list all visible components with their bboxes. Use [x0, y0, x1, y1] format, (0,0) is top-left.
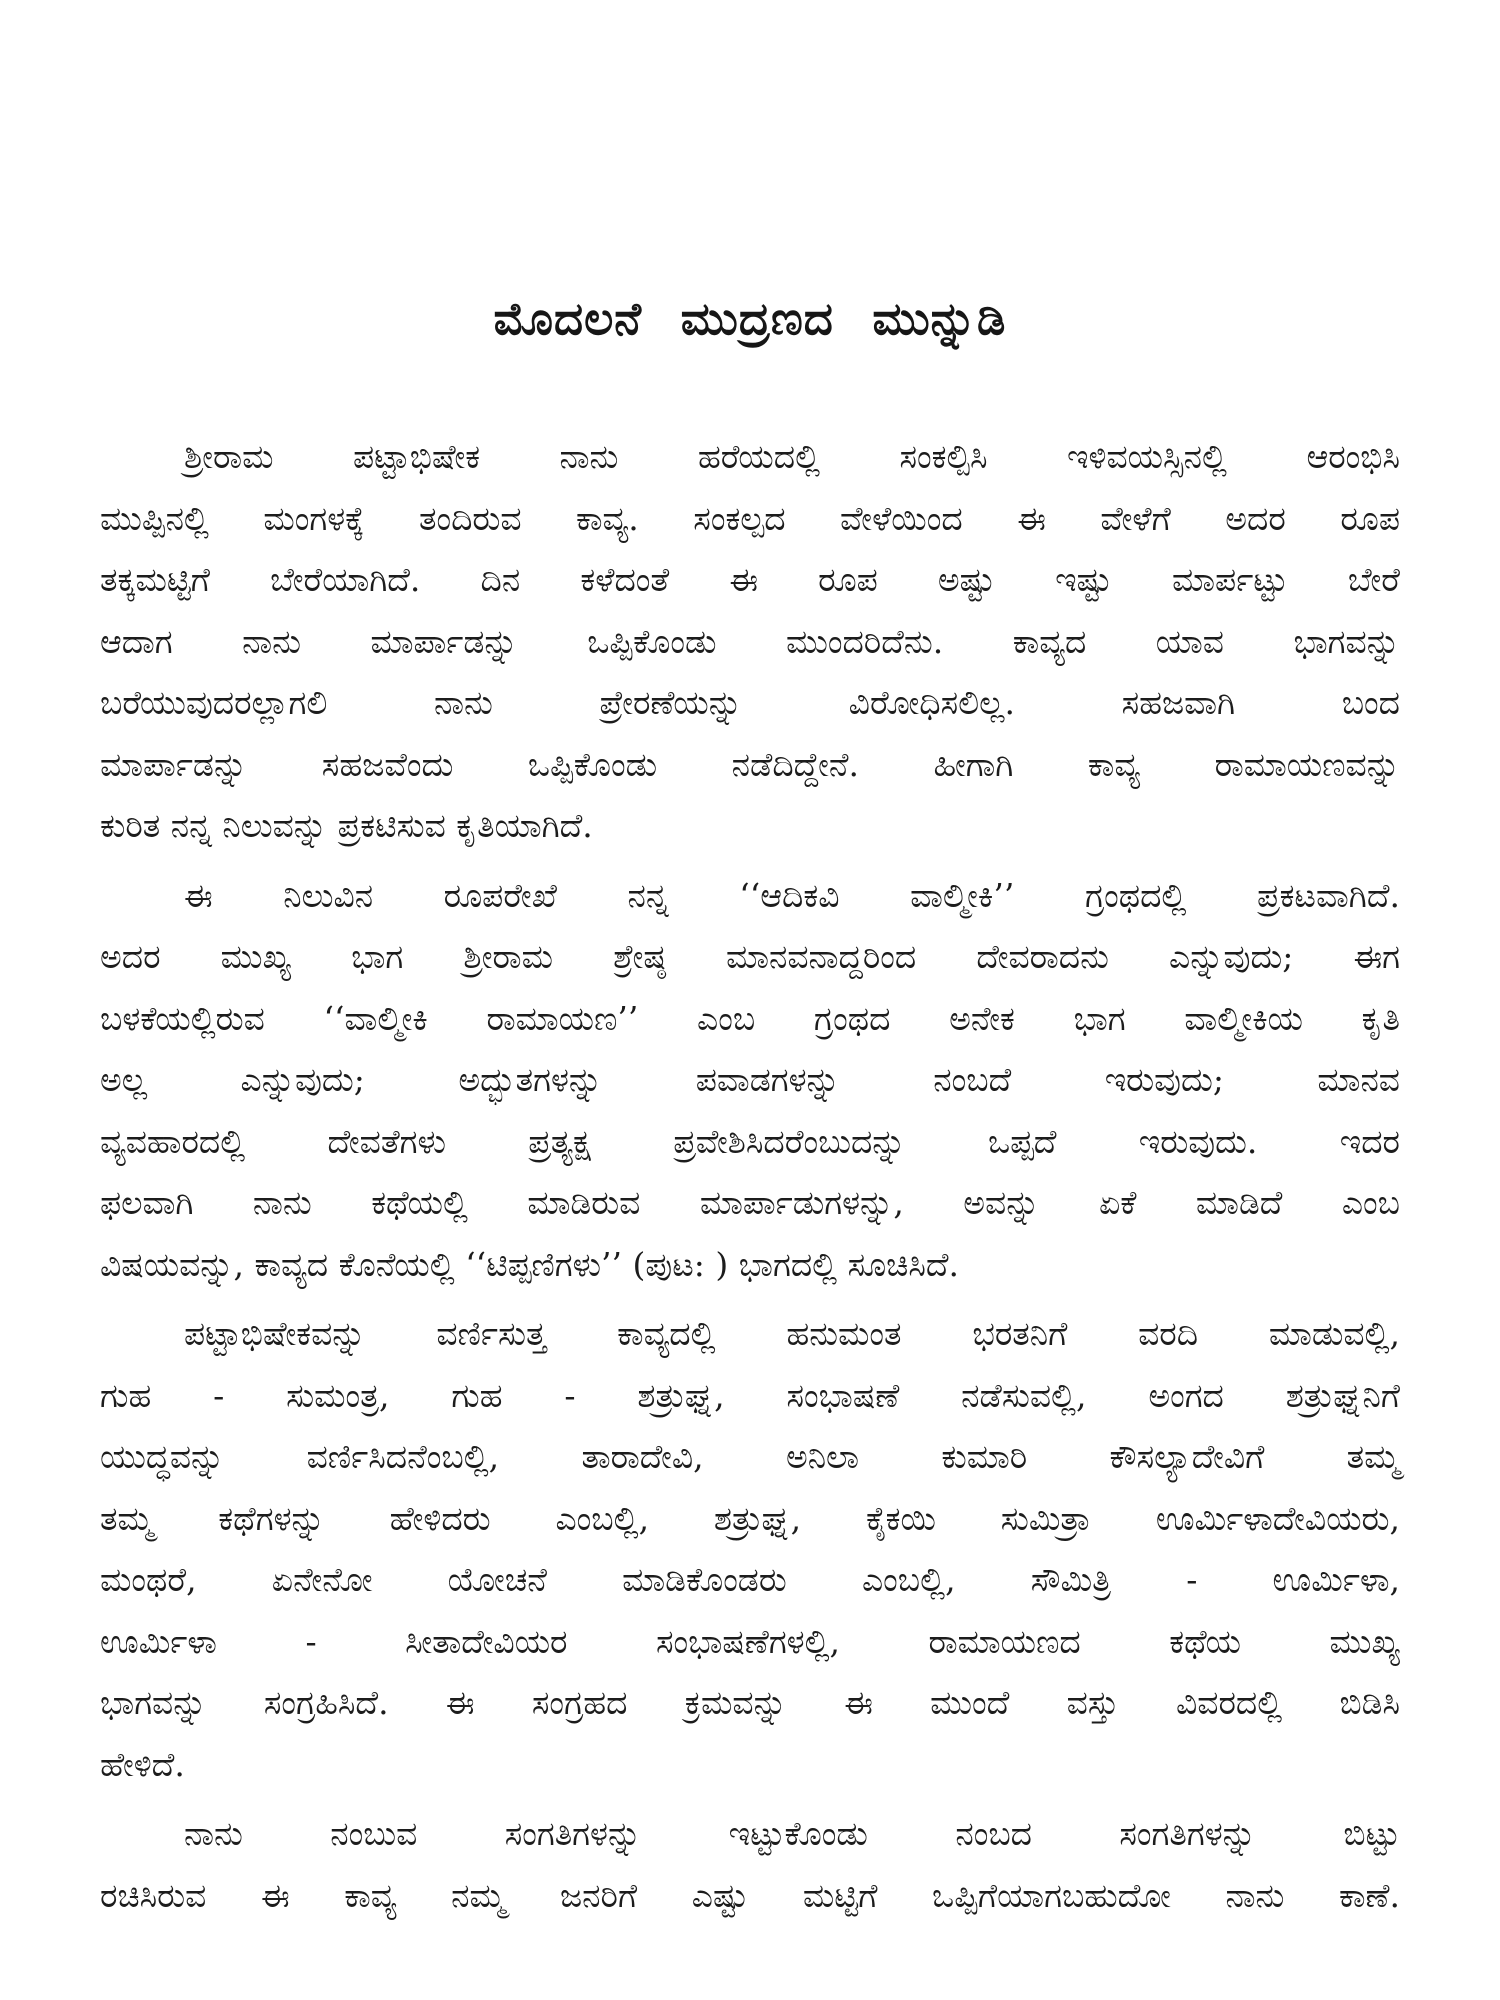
- text-line: ನಾನು ನಂಬುವ ಸಂಗತಿಗಳನ್ನು ಇಟ್ಟುಕೊಂಡು ನಂಬದ ಸಂಗತಿಗಳನ್ನು ಬಿಟ್ಟು: [184, 1814, 1400, 1853]
- paragraph: [100, 1303, 1400, 1795]
- paragraph: [100, 426, 1400, 857]
- text-line: ಆದಾಗ ನಾನು ಮಾರ್ಪಾಡನ್ನು ಒಪ್ಪಿಕೊಂಡು ಮುಂದರಿದೆನು. ಕಾವ್ಯದ ಯಾವ ಭಾಗವನ್ನು: [100, 621, 1400, 661]
- text-line: ಮಾರ್ಪಾಡನ್ನು ಸಹಜವೆಂದು ಒಪ್ಪಿಕೊಂಡು ನಡೆದಿದ್ದೇನೆ. ಹೀಗಾಗಿ ಕಾವ್ಯ ರಾಮಾಯಣವನ್ನು: [100, 744, 1400, 784]
- text-line: ಫಲವಾಗಿ ನಾನು ಕಥೆಯಲ್ಲಿ ಮಾಡಿರುವ ಮಾರ್ಪಾಡುಗಳನ್ನು, ಅವನ್ನು ಏಕೆ ಮಾಡಿದೆ ಎಂಬ: [100, 1183, 1400, 1222]
- text-line: ಪಟ್ಟಾಭಿಷೇಕವನ್ನು ವರ್ಣಿಸುತ್ತ ಕಾವ್ಯದಲ್ಲಿ ಹನುಮಂತ ಭರತನಿಗೆ ವರದಿ ಮಾಡುವಲ್ಲಿ,: [184, 1314, 1400, 1353]
- text-line: ರಚಿಸಿರುವ ಈ ಕಾವ್ಯ ನಮ್ಮ ಜನರಿಗೆ ಎಷ್ಟು ಮಟ್ಟಿಗೆ ಒಪ್ಪಿಗೆಯಾಗಬಹುದೋ ನಾನು ಕಾಣೆ.: [100, 1875, 1400, 1915]
- text-line: ಬಳಕೆಯಲ್ಲಿರುವ ‘‘ವಾಲ್ಮೀಕಿ ರಾಮಾಯಣ’’ ಎಂಬ ಗ್ರಂಥದ ಅನೇಕ ಭಾಗ ವಾಲ್ಮೀಕಿಯ ಕೃತಿ: [100, 998, 1400, 1038]
- text-line: ಗುಹ - ಸುಮಂತ್ರ, ಗುಹ - ಶತ್ರುಘ್ನ, ಸಂಭಾಷಣೆ ನಡೆಸುವಲ್ಲಿ, ಅಂಗದ ಶತ್ರುಘ್ನನಿಗೆ: [100, 1375, 1400, 1415]
- text-line: ಈ ನಿಲುವಿನ ರೂಪರೇಖೆ ನನ್ನ ‘‘ಆದಿಕವಿ ವಾಲ್ಮೀಕಿ’’ ಗ್ರಂಥದಲ್ಲಿ ಪ್ರಕಟವಾಗಿದೆ.: [184, 875, 1400, 915]
- paragraph: [100, 1803, 1400, 1926]
- text-line: ಶ್ರೀರಾಮ ಪಟ್ಟಾಭಿಷೇಕ ನಾನು ಹರೆಯದಲ್ಲಿ ಸಂಕಲ್ಪಿಸಿ ಇಳಿವಯಸ್ಸಿನಲ್ಲಿ ಆರಂಭಿಸಿ: [184, 437, 1400, 476]
- page-title: ಮೊದಲನೆ ಮುದ್ರಣದ ಮುನ್ನುಡಿ: [493, 292, 1007, 345]
- text-line: ಅದರ ಮುಖ್ಯ ಭಾಗ ಶ್ರೀರಾಮ ಶ್ರೇಷ್ಠ ಮಾನವನಾದ್ದರಿಂದ ದೇವರಾದನು ಎನ್ನುವುದು; ಈಗ: [100, 937, 1400, 976]
- text-line: ತಕ್ಕಮಟ್ಟಿಗೆ ಬೇರೆಯಾಗಿದೆ. ದಿನ ಕಳೆದಂತೆ ಈ ರೂಪ ಅಷ್ಟು ಇಷ್ಟು ಮಾರ್ಪಟ್ಟು ಬೇರೆ: [100, 560, 1400, 599]
- text-line: ವಿಷಯವನ್ನು, ಕಾವ್ಯದ ಕೊನೆಯಲ್ಲಿ ‘‘ಟಿಪ್ಪಣಿಗಳು’’ (ಪುಟ: ) ಭಾಗದಲ್ಲಿ ಸೂಚಿಸಿದೆ.: [100, 1244, 959, 1284]
- text-line: ಬರೆಯುವುದರಲ್ಲಾಗಲಿ ನಾನು ಪ್ರೇರಣೆಯನ್ನು ವಿರೋಧಿಸಲಿಲ್ಲ. ಸಹಜವಾಗಿ ಬಂದ: [100, 683, 1400, 722]
- paragraph: [100, 865, 1400, 1296]
- text-line: ಊರ್ಮಿಳಾ - ಸೀತಾದೇವಿಯರ ಸಂಭಾಷಣೆಗಳಲ್ಲಿ, ರಾಮಾಯಣದ ಕಥೆಯ ಮುಖ್ಯ: [100, 1621, 1400, 1661]
- text-line: ಹೇಳಿದೆ.: [100, 1744, 185, 1784]
- text-line: ತಮ್ಮ ಕಥೆಗಳನ್ನು ಹೇಳಿದರು ಎಂಬಲ್ಲಿ, ಶತ್ರುಘ್ನ, ಕೈಕಯಿ ಸುಮಿತ್ರಾ ಊರ್ಮಿಳಾದೇವಿಯರು,: [100, 1498, 1400, 1538]
- text-line: ಅಲ್ಲ ಎನ್ನುವುದು; ಅದ್ಭುತಗಳನ್ನು ಪವಾಡಗಳನ್ನು ನಂಬದೆ ಇರುವುದು; ಮಾನವ: [100, 1060, 1400, 1099]
- text-line: ವ್ಯವಹಾರದಲ್ಲಿ ದೇವತೆಗಳು ಪ್ರತ್ಯಕ್ಷ ಪ್ರವೇಶಿಸಿದರೆಂಬುದನ್ನು ಒಪ್ಪದೆ ಇರುವುದು. ಇದರ: [100, 1121, 1400, 1161]
- text-line: ಮಂಥರೆ, ಏನೇನೋ ಯೋಚನೆ ಮಾಡಿಕೊಂಡರು ಎಂಬಲ್ಲಿ, ಸೌಮಿತ್ರಿ - ಊರ್ಮಿಳಾ,: [100, 1560, 1400, 1599]
- text-line: ಮುಪ್ಪಿನಲ್ಲಿ ಮಂಗಳಕ್ಕೆ ತಂದಿರುವ ಕಾವ್ಯ. ಸಂಕಲ್ಪದ ವೇಳೆಯಿಂದ ಈ ವೇಳೆಗೆ ಅದರ ರೂಪ: [100, 498, 1400, 538]
- text-line: ಯುದ್ಧವನ್ನು ವರ್ಣಿಸಿದನೆಂಬಲ್ಲಿ, ತಾರಾದೇವಿ, ಅನಿಲಾ ಕುಮಾರಿ ಕೌಸಲ್ಯಾದೇವಿಗೆ ತಮ್ಮ: [100, 1437, 1400, 1476]
- text-line: ಭಾಗವನ್ನು ಸಂಗ್ರಹಿಸಿದೆ. ಈ ಸಂಗ್ರಹದ ಕ್ರಮವನ್ನು ಈ ಮುಂದೆ ವಸ್ತು ವಿವರದಲ್ಲಿ ಬಿಡಿಸಿ: [100, 1683, 1400, 1722]
- document-body: [100, 426, 1400, 1934]
- text-line: ಕುರಿತ ನನ್ನ ನಿಲುವನ್ನು ಪ್ರಕಟಿಸುವ ಕೃತಿಯಾಗಿದೆ.: [100, 806, 593, 845]
